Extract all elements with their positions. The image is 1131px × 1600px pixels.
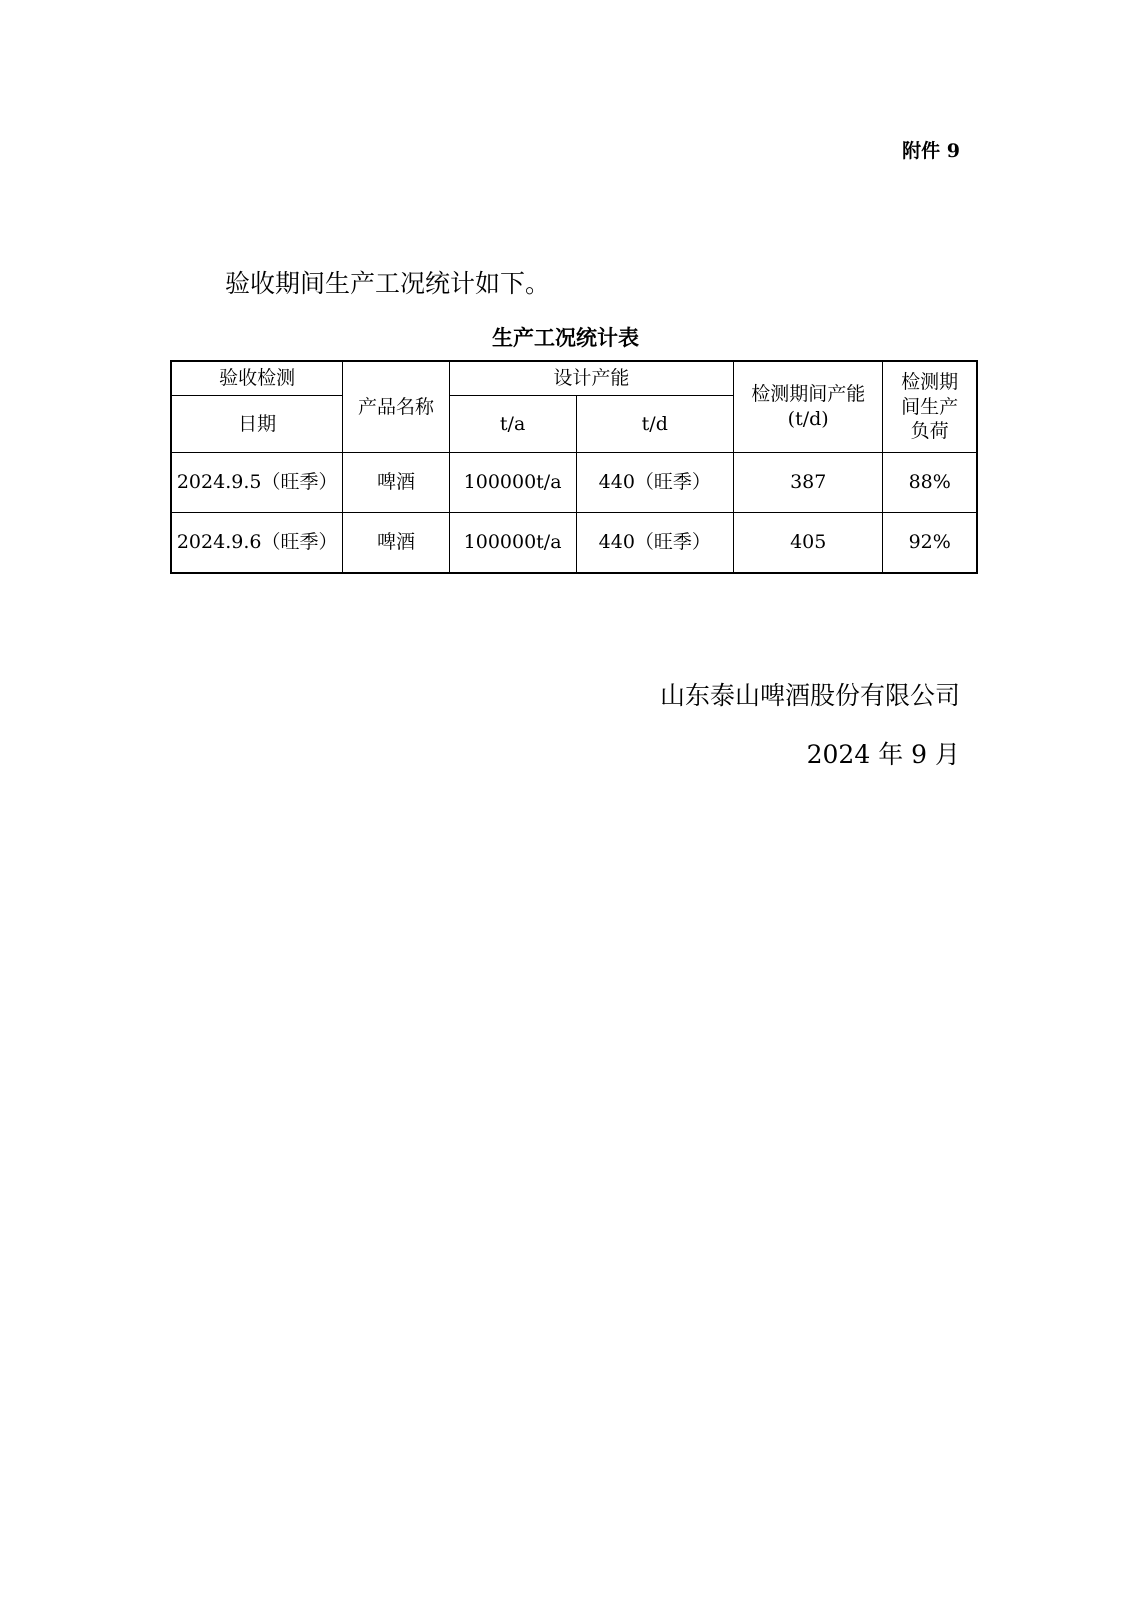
header-design-capacity: 设计产能 bbox=[449, 361, 733, 396]
table-row bbox=[171, 453, 977, 513]
row-capacity: 405 bbox=[734, 513, 883, 574]
row-ta: 100000t/a bbox=[449, 453, 576, 513]
intro-text: 验收期间生产工况统计如下。 bbox=[225, 269, 551, 298]
company-name: 山东泰山啤酒股份有限公司 bbox=[659, 681, 960, 710]
header-row-1 bbox=[171, 361, 977, 396]
row-td: 440（旺季） bbox=[576, 513, 734, 574]
table-title: 生产工况统计表 bbox=[492, 325, 639, 350]
row-load: 88% bbox=[883, 453, 977, 513]
header-product-name: 产品名称 bbox=[343, 361, 449, 453]
row-capacity: 387 bbox=[734, 453, 883, 513]
header-test-load: 检测期 间生产 负荷 bbox=[883, 361, 977, 453]
header-test-capacity: 检测期间产能 (t/d) bbox=[734, 361, 883, 453]
row-ta: 100000t/a bbox=[449, 513, 576, 574]
attachment-label: 附件 9 bbox=[902, 140, 960, 162]
table-row bbox=[171, 513, 977, 574]
row-td: 440（旺季） bbox=[576, 453, 734, 513]
row-date: 2024.9.6（旺季） bbox=[171, 513, 343, 574]
row-load: 92% bbox=[883, 513, 977, 574]
header-ta: t/a bbox=[449, 396, 576, 453]
row-date: 2024.9.5（旺季） bbox=[171, 453, 343, 513]
document-date: 2024 年 9 月 bbox=[806, 740, 960, 769]
header-acceptance-test: 验收检测 bbox=[171, 361, 343, 396]
row-product: 啤酒 bbox=[343, 513, 449, 574]
header-td: t/d bbox=[576, 396, 734, 453]
row-product: 啤酒 bbox=[343, 453, 449, 513]
production-stats-table bbox=[170, 360, 978, 574]
header-date: 日期 bbox=[171, 396, 343, 453]
